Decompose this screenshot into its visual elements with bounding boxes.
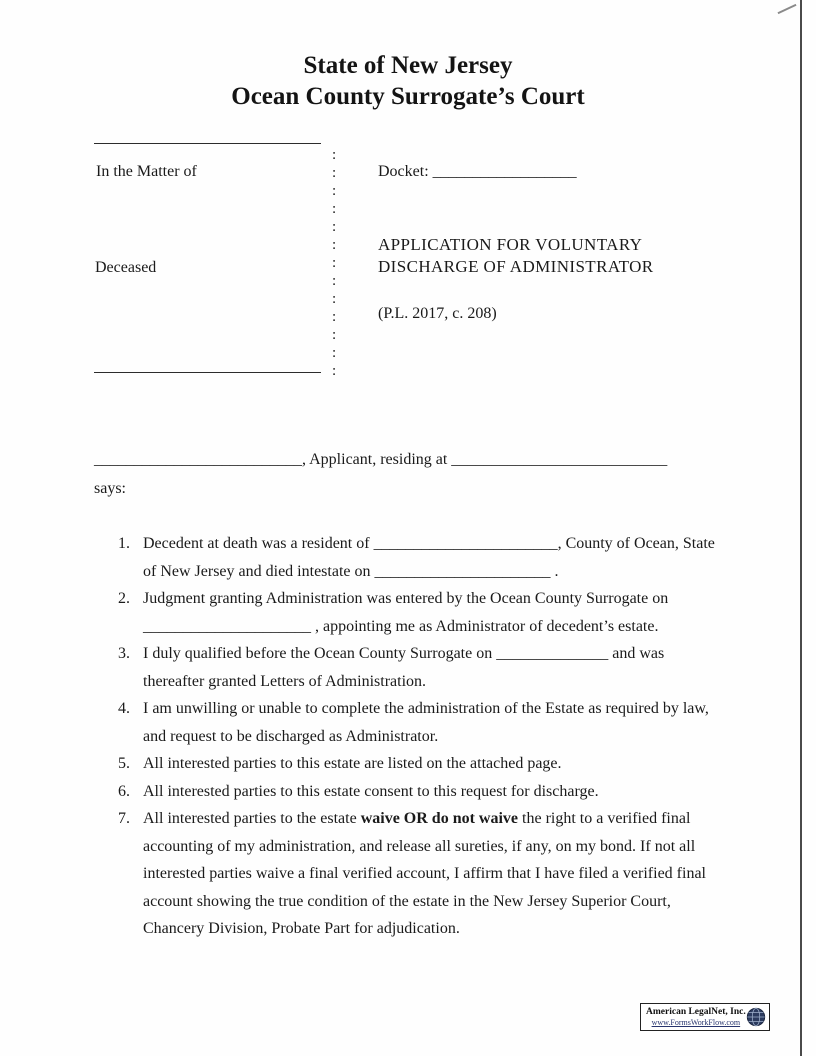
item-text-segment: All interested parties to the estate: [143, 810, 361, 827]
item-number: 4.: [118, 700, 130, 717]
application-title-line-1: APPLICATION FOR VOLUNTARY: [378, 235, 643, 254]
caption-colon: :: [332, 237, 337, 253]
caption-top-rule: [94, 143, 321, 144]
item-number: 7.: [118, 810, 130, 827]
item-number: 5.: [118, 755, 130, 772]
caption-colon: :: [332, 147, 337, 163]
list-item: [118, 695, 720, 750]
docket-field: [378, 163, 577, 181]
list-item: [118, 530, 720, 585]
case-caption: [94, 143, 724, 379]
legalnet-stamp: [640, 1003, 770, 1031]
caption-colon: :: [332, 255, 337, 271]
legalnet-company-name: American LegalNet, Inc.: [646, 1007, 746, 1017]
docket-label: Docket:: [378, 163, 429, 180]
item-number: 1.: [118, 535, 130, 552]
list-item: [118, 640, 720, 695]
item-text: [143, 530, 718, 585]
docket-blank: __________________: [432, 163, 577, 180]
item-text-segment: Decedent at death was a resident of _______________________, County of Ocean, State of New Jersey and died intestate on ______________________ .: [143, 535, 715, 580]
says-label: says:: [94, 480, 126, 497]
caption-colon: :: [332, 345, 337, 361]
in-the-matter-of-label: In the Matter of: [96, 163, 197, 180]
caption-colon-divider: [332, 146, 336, 380]
item-text: [143, 585, 718, 640]
item-text: [143, 805, 718, 943]
caption-colon: :: [332, 273, 337, 289]
caption-colon: :: [332, 309, 337, 325]
item-number: 2.: [118, 590, 130, 607]
item-text-segment: Judgment granting Administration was entered by the Ocean County Surrogate on _____________________ , appointing me as Administrator of decedent’s estate.: [143, 590, 669, 635]
item-text: [143, 778, 718, 806]
applicant-residing-line: __________________________, Applicant, residing at ___________________________: [94, 451, 668, 468]
title-line-2: Ocean County Surrogate’s Court: [231, 83, 585, 110]
item-number: 6.: [118, 782, 130, 800]
item-text-bold-segment: waive OR do not waive: [360, 810, 519, 827]
caption-colon: :: [332, 183, 337, 199]
legalnet-website: www.FormsWorkFlow.com: [651, 1018, 741, 1027]
item-text: [143, 640, 718, 695]
item-text: [143, 750, 718, 778]
item-text-segment: I duly qualified before the Ocean County Surrogate on ______________ and was thereafter granted Letters of Administration.: [143, 645, 665, 690]
caption-colon: :: [332, 291, 337, 307]
scan-edge-line: [800, 0, 802, 1056]
applicant-intro: [94, 445, 718, 503]
caption-colon: :: [332, 219, 337, 235]
caption-colon: :: [332, 327, 337, 343]
numbered-list: [118, 530, 720, 943]
application-title-line-2: DISCHARGE OF ADMINISTRATOR: [378, 257, 654, 276]
list-item: [118, 585, 720, 640]
globe-icon: [746, 1007, 766, 1027]
statute-citation: (P.L. 2017, c. 208): [378, 305, 497, 322]
caption-bottom-rule: [94, 372, 321, 373]
application-title: [378, 234, 654, 278]
caption-colon: :: [332, 165, 337, 181]
legalnet-stamp-text: [646, 1007, 746, 1027]
item-text-segment: All interested parties to this estate consent to this request for discharge.: [143, 782, 599, 800]
title-line-1: State of New Jersey: [303, 52, 513, 79]
list-item: [118, 750, 720, 778]
deceased-label: Deceased: [95, 259, 157, 276]
item-text-segment: All interested parties to this estate are listed on the attached page.: [143, 755, 562, 772]
document-title: [0, 0, 816, 112]
caption-colon: :: [332, 201, 337, 217]
item-text-segment: I am unwilling or unable to complete the administration of the Estate as required by law, and request to be discharged as Administrator.: [143, 700, 709, 745]
caption-colon: :: [332, 363, 337, 379]
item-text-segment: the right to a verified final accounting of my administration, and release all sureties, if any, on my bond. If not all interested parties waive a final verified account, I affirm that I have filed a verified final account showing the true condition of the estate in the New Jersey Superior Court, Chancery Division, Probate Part for adjudication.: [143, 810, 706, 937]
list-item: [118, 805, 720, 943]
item-number: 3.: [118, 645, 130, 662]
list-item: [118, 778, 720, 806]
item-text: [143, 695, 718, 750]
